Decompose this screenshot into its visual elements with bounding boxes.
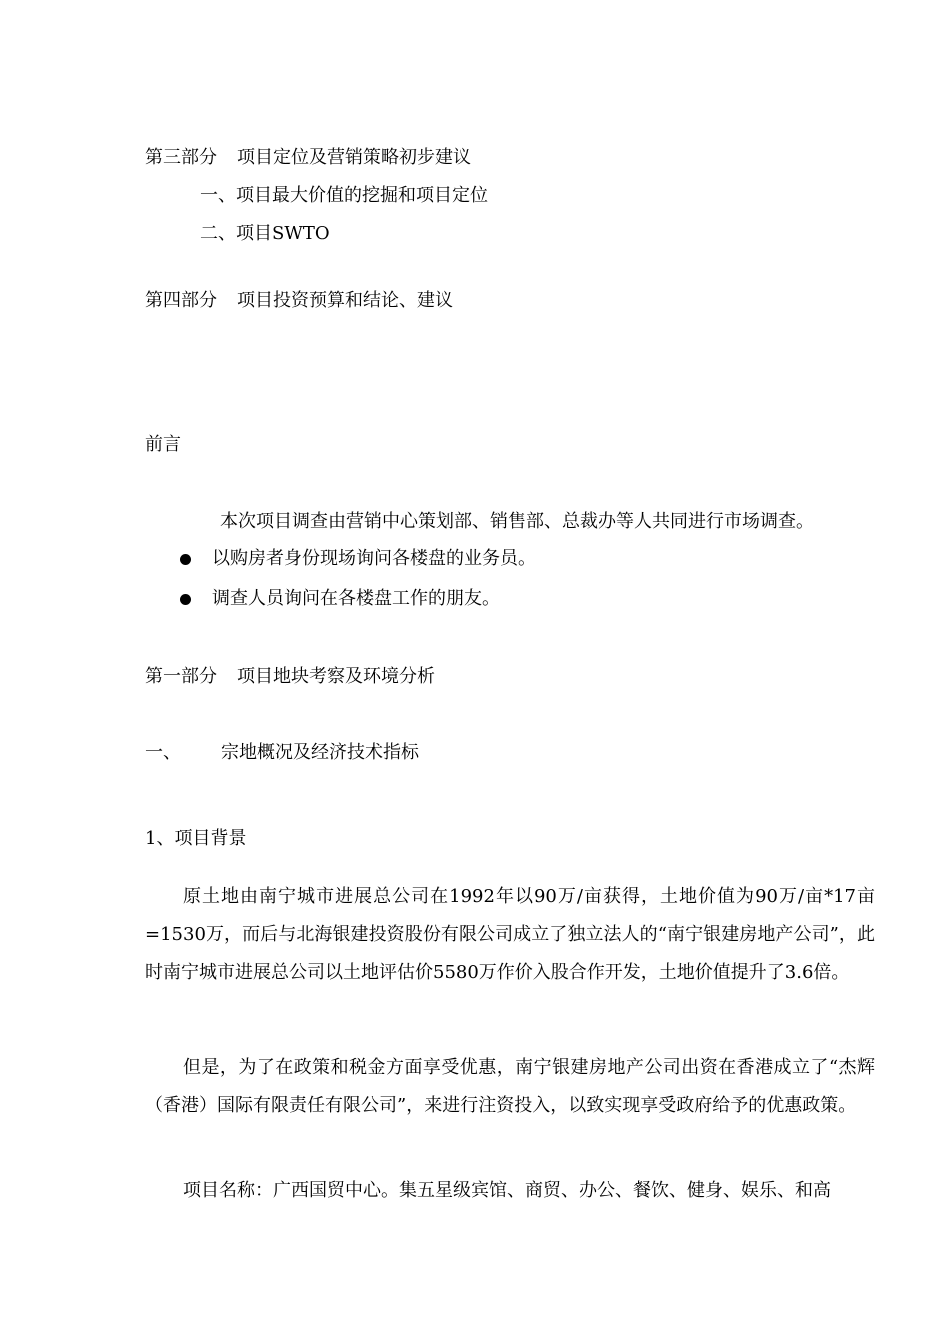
section1-number: 一、 [145, 742, 181, 763]
section1-title: 宗地概况及经济技术指标 [221, 742, 419, 763]
bullet-icon [180, 554, 191, 565]
toc-part3 [145, 146, 471, 170]
body-paragraph-3: 项目名称：广西国贸中心。集五星级宾馆、商贸、办公、餐饮、健身、娱乐、和高 [183, 1180, 831, 1201]
bullet-text: 调查人员询问在各楼盘工作的朋友。 [212, 588, 500, 609]
toc-part3-label: 第三部分 [145, 147, 217, 168]
subsection1-heading: 1、项目背景 [145, 828, 247, 849]
preface-heading: 前言 [145, 434, 181, 455]
toc-part3-title: 项目定位及营销策略初步建议 [237, 147, 471, 168]
part1-title: 项目地块考察及环境分析 [237, 666, 435, 687]
bullet-text: 以购房者身份现场询问各楼盘的业务员。 [212, 548, 536, 569]
toc-part4-title: 项目投资预算和结论、建议 [237, 290, 453, 311]
body-paragraph-1: 原土地由南宁城市进展总公司在1992年以90万/亩获得，土地价值为90万/亩*17亩=1530万，而后与北海银建投资股份有限公司成立了独立法人的“南宁银建房地产公司”，此时南宁城市进展总公司以土地评估价5580万作价入股合作开发，土地价值提升了3.6倍。 [145, 886, 875, 983]
part1-label: 第一部分 [145, 666, 217, 687]
toc-part3-item1: 一、项目最大价值的挖掘和项目定位 [200, 185, 488, 206]
part1-heading [145, 665, 435, 689]
preface-intro: 本次项目调查由营销中心策划部、销售部、总裁办等人共同进行市场调查。 [220, 511, 814, 532]
bullet-icon [180, 594, 191, 605]
toc-part4 [145, 289, 453, 313]
toc-part4-label: 第四部分 [145, 290, 217, 311]
body-paragraph-2: 但是，为了在政策和税金方面享受优惠，南宁银建房地产公司出资在香港成立了“杰辉（香港）国际有限责任有限公司”，来进行注资投入，以致实现享受政府给予的优惠政策。 [145, 1057, 875, 1116]
toc-part3-item2: 二、项目SWTO [200, 223, 330, 244]
section1-heading [145, 741, 419, 765]
